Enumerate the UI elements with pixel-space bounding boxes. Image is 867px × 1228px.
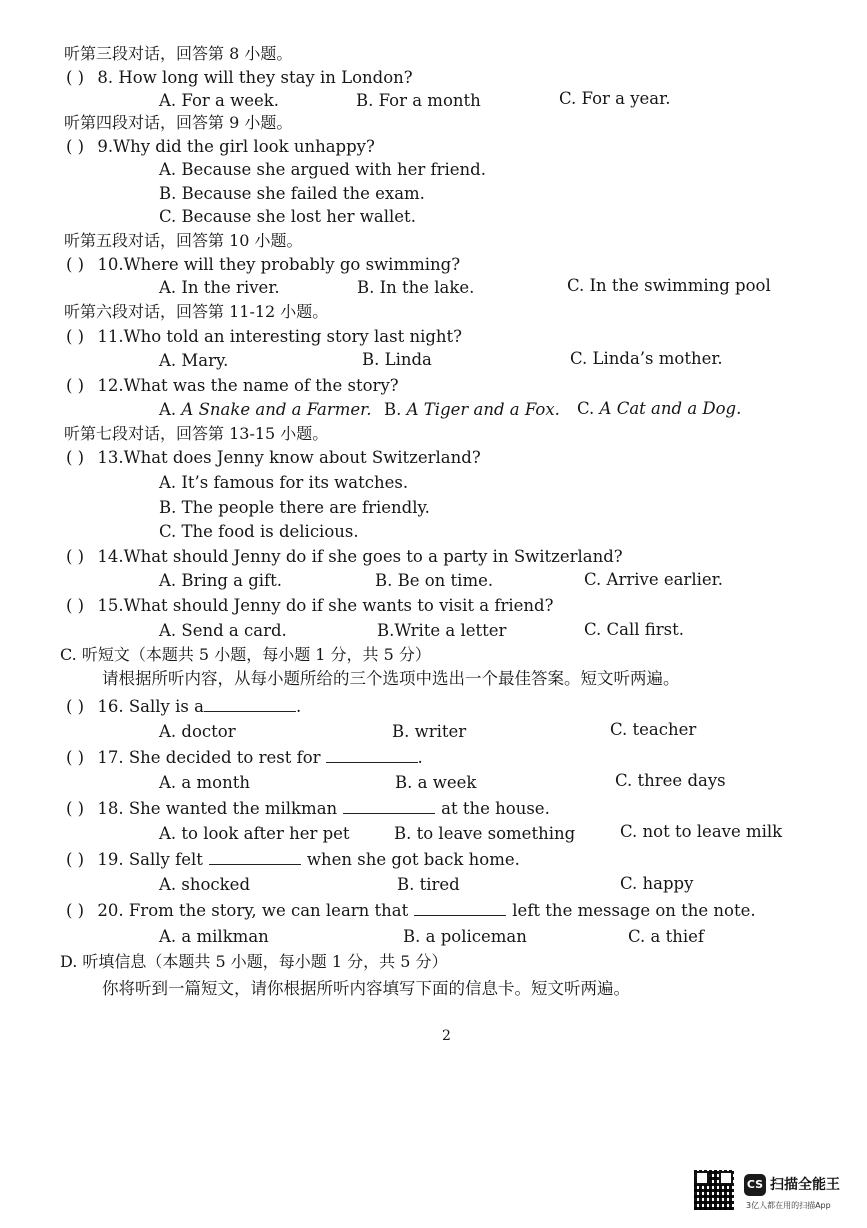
option-a: A. shocked <box>159 875 250 894</box>
answer-bracket[interactable]: ( ) <box>66 327 85 346</box>
question-stem: 12.What was the name of the story? <box>97 376 399 395</box>
option-a: A. to look after her pet <box>159 824 350 843</box>
option-b: B. Because she failed the exam. <box>159 184 425 203</box>
option-c: C. teacher <box>610 720 697 739</box>
option-c: C. For a year. <box>559 89 671 108</box>
question-row <box>66 327 462 347</box>
question-row <box>66 137 375 157</box>
question-stem: 19. Sally felt <box>97 850 203 869</box>
answer-bracket[interactable]: ( ) <box>66 137 85 156</box>
question-row: ( ) 16. Sally is a . <box>66 697 302 716</box>
option-a: A. A Snake and a Farmer. <box>159 400 372 419</box>
option-b: B. For a month <box>356 91 481 110</box>
answer-bracket[interactable]: ( ) <box>66 376 85 395</box>
question-row <box>66 547 623 567</box>
brand-name: 扫描全能王 <box>770 1177 840 1193</box>
answer-bracket[interactable]: ( ) <box>66 748 85 767</box>
option-a: A. Because she argued with her friend. <box>159 160 486 179</box>
option-b: B. A Tiger and a Fox. <box>384 400 560 419</box>
option-c: C. The food is delicious. <box>159 522 359 541</box>
option-b: B. The people there are friendly. <box>159 498 430 517</box>
question-row: ( ) 19. Sally felt when she got back home. <box>66 850 520 869</box>
option-c: C. three days <box>615 771 726 790</box>
option-c: C. happy <box>620 874 694 893</box>
answer-bracket[interactable]: ( ) <box>66 68 85 87</box>
answer-bracket[interactable]: ( ) <box>66 901 85 920</box>
question-stem: 16. Sally is a <box>97 697 204 716</box>
question-row <box>66 596 553 616</box>
answer-bracket[interactable]: ( ) <box>66 596 85 615</box>
question-stem: 13.What does Jenny know about Switzerland? <box>97 448 481 467</box>
option-b: B.Write a letter <box>377 621 507 640</box>
question-stem: 9.Why did the girl look unhappy? <box>97 137 375 156</box>
question-stem: 17. She decided to rest for <box>97 748 321 767</box>
question-row: ( ) 20. From the story, we can learn that left the message on the note. <box>66 901 756 920</box>
section-heading: 听第三段对话，回答第 8 小题。 <box>64 44 293 63</box>
option-b: B. In the lake. <box>357 278 475 297</box>
question-stem: 14.What should Jenny do if she goes to a party in Switzerland? <box>97 547 623 566</box>
answer-blank[interactable] <box>326 748 418 763</box>
option-b: B. Linda <box>362 350 432 369</box>
answer-blank[interactable] <box>204 697 296 712</box>
answer-bracket[interactable]: ( ) <box>66 697 85 716</box>
option-a: A. a month <box>159 773 250 792</box>
option-c: C. A Cat and a Dog. <box>577 399 742 418</box>
question-row: ( ) 17. She decided to rest for . <box>66 748 423 767</box>
question-stem: 11.Who told an interesting story last night? <box>97 327 463 346</box>
option-b: B. to leave something <box>394 824 576 843</box>
question-stem: 20. From the story, we can learn that <box>97 901 409 920</box>
section-heading: 听第六段对话，回答第 11-12 小题。 <box>64 302 329 321</box>
option-b: B. a week <box>395 773 477 792</box>
answer-bracket[interactable]: ( ) <box>66 547 85 566</box>
part-c-instructions: 请根据所听内容，从每小题所给的三个选项中选出一个最佳答案。短文听两遍。 <box>102 669 680 688</box>
option-a: A. a milkman <box>159 927 269 946</box>
option-c: C. not to leave milk <box>620 822 783 841</box>
option-b: B. Be on time. <box>375 571 494 590</box>
brand-tagline: 3亿人都在用的扫描App <box>746 1201 831 1210</box>
question-stem: 10.Where will they probably go swimming? <box>97 255 461 274</box>
part-c-heading: C. 听短文（本题共 5 小题，每小题 1 分，共 5 分） <box>60 645 431 664</box>
answer-blank[interactable] <box>414 901 506 916</box>
scanner-watermark <box>694 1166 854 1216</box>
option-a: A. In the river. <box>159 278 280 297</box>
option-c: C. Call first. <box>584 620 685 639</box>
option-c: C. a thief <box>628 927 705 946</box>
answer-blank[interactable] <box>209 850 301 865</box>
answer-bracket[interactable]: ( ) <box>66 448 85 467</box>
question-row: ( ) 18. She wanted the milkman at the house. <box>66 799 550 818</box>
question-row <box>66 448 481 468</box>
question-row <box>66 376 399 396</box>
question-stem: 8. How long will they stay in London? <box>97 68 413 87</box>
option-a: A. Mary. <box>159 351 229 370</box>
option-b: B. a policeman <box>403 927 527 946</box>
option-a: A. Send a card. <box>159 621 287 640</box>
camscanner-logo-icon: CS <box>744 1174 766 1196</box>
answer-blank[interactable] <box>343 799 435 814</box>
answer-bracket[interactable]: ( ) <box>66 255 85 274</box>
option-b: B. tired <box>397 875 460 894</box>
section-heading: 听第五段对话，回答第 10 小题。 <box>64 231 303 250</box>
option-a: A. It’s famous for its watches. <box>159 473 409 492</box>
question-row <box>66 255 460 275</box>
option-b: B. writer <box>392 722 467 741</box>
page-number: 2 <box>442 1028 451 1044</box>
option-a: A. For a week. <box>159 91 279 110</box>
option-c: C. Arrive earlier. <box>584 570 723 589</box>
option-c: C. In the swimming pool <box>567 276 771 295</box>
question-stem: 15.What should Jenny do if she wants to visit a friend? <box>97 596 554 615</box>
option-a: A. Bring a gift. <box>159 571 283 590</box>
section-heading: 听第四段对话，回答第 9 小题。 <box>64 113 293 132</box>
option-c: C. Linda’s mother. <box>570 349 723 368</box>
part-d-instructions: 你将听到一篇短文，请你根据所听内容填写下面的信息卡。短文听两遍。 <box>102 979 630 998</box>
answer-bracket[interactable]: ( ) <box>66 799 85 818</box>
qr-code-icon <box>694 1170 734 1210</box>
section-heading: 听第七段对话，回答第 13-15 小题。 <box>64 424 329 443</box>
option-a: A. doctor <box>159 722 236 741</box>
option-c: C. Because she lost her wallet. <box>159 207 416 226</box>
question-stem: 18. She wanted the milkman <box>97 799 338 818</box>
part-d-heading: D. 听填信息（本题共 5 小题，每小题 1 分，共 5 分） <box>60 952 448 971</box>
answer-bracket[interactable]: ( ) <box>66 850 85 869</box>
question-row <box>66 68 413 88</box>
